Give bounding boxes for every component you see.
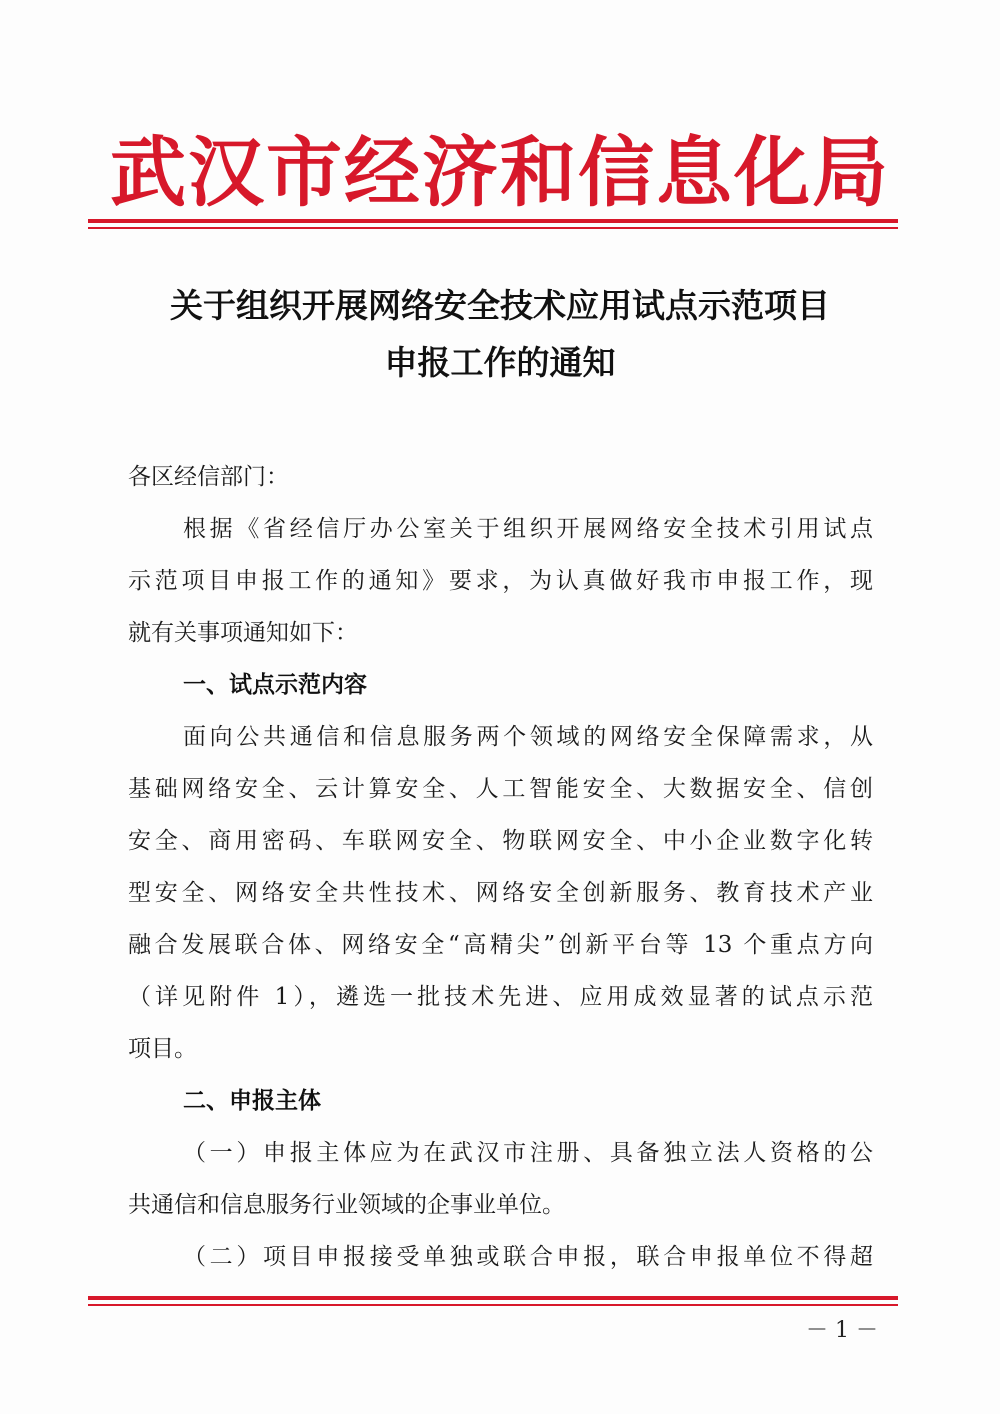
org-header: 武汉市经济和信息化局 — [110, 128, 890, 217]
intro-line-1: 根据《省经信厅办公室关于组织开展网络安全技术引用试点 — [183, 516, 873, 542]
intro-line-2: 示范项目申报工作的通知》要求，为认真做好我市申报工作，现 — [128, 568, 873, 594]
section-1-line-3: 安全、商用密码、车联网安全、物联网安全、中小企业数字化转 — [128, 828, 873, 854]
section-1-line-4: 型安全、网络安全共性技术、网络安全创新服务、教育技术产业 — [128, 880, 873, 906]
section-2-heading: 二、申报主体 — [183, 1088, 321, 1114]
document-title-line-2: 申报工作的通知 — [384, 343, 616, 382]
section-1-line-1: 面向公共通信和信息服务两个领域的网络安全保障需求，从 — [183, 724, 873, 750]
section-1-line-7: 项目。 — [128, 1036, 197, 1062]
document-title-line-1: 关于组织开展网络安全技术应用试点示范项目 — [170, 286, 830, 325]
section-1-line-2: 基础网络安全、云计算安全、人工智能安全、大数据安全、信创 — [128, 776, 873, 802]
section-2-line-3: （二）项目申报接受单独或联合申报，联合申报单位不得超 — [183, 1244, 873, 1270]
section-2-line-1: （一）申报主体应为在武汉市注册、具备独立法人资格的公 — [183, 1140, 873, 1166]
section-2-line-2: 共通信和信息服务行业领域的企事业单位。 — [128, 1192, 565, 1218]
intro-line-3: 就有关事项通知如下： — [128, 620, 358, 646]
footer-rule-thin — [88, 1304, 898, 1306]
footer-rule-thick — [88, 1296, 898, 1300]
header-rule-thick — [88, 219, 898, 223]
section-1-line-5: 融合发展联合体、网络安全“高精尖”创新平台等 13 个重点方向 — [128, 932, 873, 958]
section-1-heading: 一、试点示范内容 — [183, 672, 367, 698]
page-number: － 1 － — [806, 1318, 878, 1343]
salutation: 各区经信部门： — [128, 464, 289, 490]
header-rule-thin — [88, 227, 898, 229]
section-1-line-6: （详见附件 1），遴选一批技术先进、应用成效显著的试点示范 — [128, 984, 873, 1010]
